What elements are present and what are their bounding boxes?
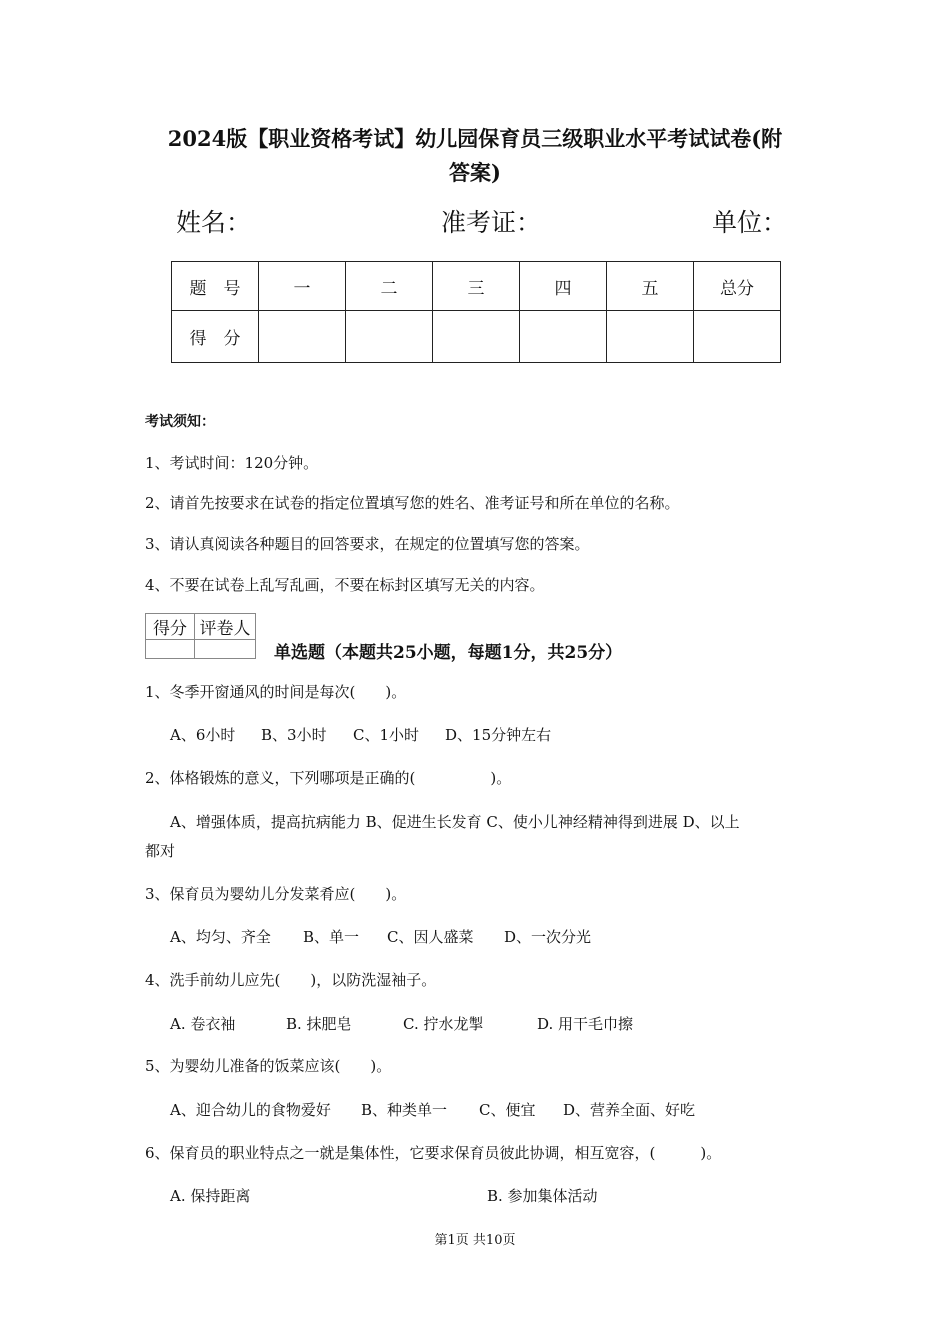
score-cell-3 — [433, 311, 520, 363]
score-table-score-label: 得 分 — [172, 311, 259, 363]
question-3: 3、保育员为婴幼儿分发菜肴应( )。 — [145, 885, 407, 903]
name-label: 姓名： — [176, 208, 252, 237]
score-table-col-2: 二 — [346, 262, 433, 311]
q4-option-c: C. 拧水龙掣 — [403, 1015, 484, 1033]
notice-item-2: 2、请首先按要求在试卷的指定位置填写您的姓名、准考证号和所在单位的名称。 — [145, 494, 680, 512]
notice-heading: 考试须知： — [145, 414, 215, 430]
q4-option-a: A. 卷衣袖 — [170, 1015, 236, 1033]
score-cell-1 — [259, 311, 346, 363]
q5-option-b: B、种类单一 — [361, 1101, 448, 1119]
title-line-1: 2024版【职业资格考试】幼儿园保育员三级职业水平考试试卷(附 — [167, 126, 783, 151]
q2-options-line-1: A、增强体质，提高抗病能力 B、促进生长发育 C、使小儿神经精神得到进展 D、以上 — [170, 813, 740, 831]
score-table-col-5: 五 — [607, 262, 694, 311]
q1-option-b: B、3小时 — [261, 726, 327, 744]
grader-box — [145, 613, 256, 659]
score-table-header-row — [172, 262, 781, 311]
question-5: 5、为婴幼儿准备的饭菜应该( )。 — [145, 1057, 392, 1075]
notice-item-3: 3、请认真阅读各种题目的回答要求，在规定的位置填写您的答案。 — [145, 535, 590, 553]
score-cell-total — [694, 311, 781, 363]
q5-option-c: C、便宜 — [479, 1101, 536, 1119]
score-table-header-label: 题 号 — [172, 262, 259, 311]
section-title: 单选题（本题共25小题，每题1分，共25分） — [274, 643, 623, 663]
grader-reviewer-cell — [195, 640, 256, 659]
score-cell-5 — [607, 311, 694, 363]
title-line-2: 答案) — [449, 160, 501, 185]
score-table-col-3: 三 — [433, 262, 520, 311]
q4-option-b: B. 抹肥皂 — [286, 1015, 352, 1033]
q5-option-d: D、营养全面、好吃 — [563, 1101, 696, 1119]
grader-score-cell — [146, 640, 195, 659]
score-cell-2 — [346, 311, 433, 363]
exam-title — [140, 122, 810, 190]
question-2: 2、体格锻炼的意义，下列哪项是正确的( )。 — [145, 769, 512, 787]
q6-option-b: B. 参加集体活动 — [487, 1187, 598, 1205]
q3-option-b: B、单一 — [303, 928, 360, 946]
exam-id-label: 准考证： — [441, 208, 542, 237]
score-table-col-1: 一 — [259, 262, 346, 311]
q2-options-line-2: 都对 — [145, 842, 176, 860]
q3-option-d: D、一次分光 — [504, 928, 592, 946]
grader-score-label: 得分 — [146, 614, 195, 640]
question-6: 6、保育员的职业特点之一就是集体性，它要求保育员彼此协调，相互宽容，( )。 — [145, 1144, 722, 1162]
q1-option-d: D、15分钟左右 — [445, 726, 552, 744]
score-cell-4 — [520, 311, 607, 363]
q6-option-a: A. 保持距离 — [170, 1187, 251, 1205]
question-1: 1、冬季开窗通风的时间是每次( )。 — [145, 683, 407, 701]
score-table — [171, 261, 781, 363]
q3-option-a: A、均匀、齐全 — [170, 928, 271, 946]
q5-option-a: A、迎合幼儿的食物爱好 — [170, 1101, 331, 1119]
notice-item-4: 4、不要在试卷上乱写乱画，不要在标封区填写无关的内容。 — [145, 576, 545, 594]
notice-item-1: 1、考试时间：120分钟。 — [145, 454, 319, 472]
q1-option-c: C、1小时 — [353, 726, 420, 744]
page-footer: 第1页 共10页 — [434, 1233, 516, 1248]
q1-option-a: A、6小时 — [170, 726, 236, 744]
score-table-score-row — [172, 311, 781, 363]
question-4: 4、洗手前幼儿应先( )，以防洗湿袖子。 — [145, 971, 437, 989]
unit-label: 单位： — [712, 208, 788, 237]
grader-reviewer-label: 评卷人 — [195, 614, 256, 640]
q4-option-d: D. 用干毛巾擦 — [537, 1015, 634, 1033]
score-table-col-4: 四 — [520, 262, 607, 311]
score-table-col-total: 总分 — [694, 262, 781, 311]
q3-option-c: C、因人盛菜 — [387, 928, 474, 946]
